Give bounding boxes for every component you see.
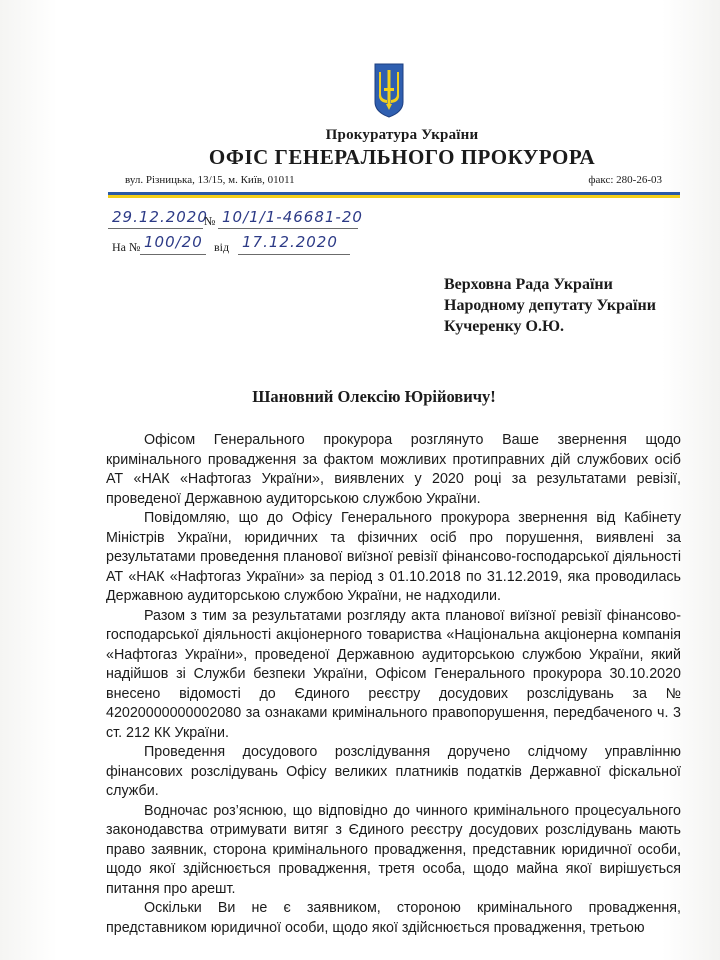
outgoing-number: 10/1/1-46681-20 [222,208,363,226]
letter-body [106,431,681,938]
body-paragraph-3: Разом з тим за результатами розгляду акта планової виїзної ревізії фінансово-господарської діяльності акціонерного товариства «Національна акціонерна компанія «Нафтогаз України», проведеної Державною аудиторською службою України, який надійшов зі Служби безпеки України, Офісом Генерального прокурора 30.10.2020 внесено відомості до Єдиного реєстру досудових розслідувань за № 42020000000002080 за ознаками кримінального правопорушення, передбаченого ч. 3 ст. 212 КК України. [106,607,681,741]
in-reply-number: 100/20 [144,233,203,251]
office-fax: факс: 280-26-03 [588,174,662,186]
in-reply-date-line [238,254,350,255]
outgoing-date: 29.12.2020 [112,208,208,226]
recipient-line-1: Верховна Рада України [444,276,613,293]
body-paragraph-6: Оскільки Ви не є заявником, стороною кримінального провадження, представником юридичної особи, щодо якої здійснюється провадження, третьою [106,900,681,936]
recipient-line-2: Народному депутату України [444,297,656,314]
from-label: від [214,240,230,254]
body-paragraph-1: Офісом Генерального прокурора розглянуто Ваше звернення щодо кримінального провадження за фактом можливих протиправних дій службових осіб АТ «НАК «Нафтогаз України», виявлених у 2020 році за результатами ревізії, проведеної Державною аудиторською службою України. [106,432,681,507]
office-title: ОФІС ГЕНЕРАЛЬНОГО ПРОКУРОРА [208,145,596,169]
body-paragraph-5: Водночас роз’яснюю, що відповідно до чинного кримінального процесуального законодавства отримувати витяг з Єдиного реєстру досудових розслідувань мають право заявник, сторона кримінального провадження, представник юридичної особи, щодо якої здійснюється провадження, третя особа, щодо майна якої вирішується питання про арешт. [106,802,681,897]
number-sign: № [204,214,216,228]
salutation: Шановний Олексію Юрійовичу! [252,387,496,406]
in-reply-date: 17.12.2020 [242,233,338,251]
trident-icon [372,62,406,118]
outgoing-number-line [218,228,358,229]
recipient-line-3: Кучеренку О.Ю. [444,318,564,335]
flag-stripe-yellow [108,195,680,198]
office-address: вул. Різницька, 13/15, м. Київ, 01011 [125,174,295,186]
body-paragraph-4: Проведення досудового розслідування доручено слідчому управлінню фінансових розслідувань Офісу великих платників податків Державної фіскальної служби. [106,744,681,799]
org-name: Прокуратура України [325,127,479,143]
body-paragraph-2: Повідомляю, що до Офісу Генерального прокурора звернення від Кабінету Міністрів України, юридичних та фізичних осіб про порушення, виявлені за результатами проведення планової виїзної ревізії фінансово-господарської діяльності АТ «НАК «Нафтогаз України» за період з 01.10.2018 по 31.12.2019, яка проводилась Державною аудиторською службою України, не надходили. [106,510,681,604]
in-reply-prefix: На № [112,240,141,254]
in-reply-number-line [140,254,206,255]
outgoing-date-line [108,228,203,229]
